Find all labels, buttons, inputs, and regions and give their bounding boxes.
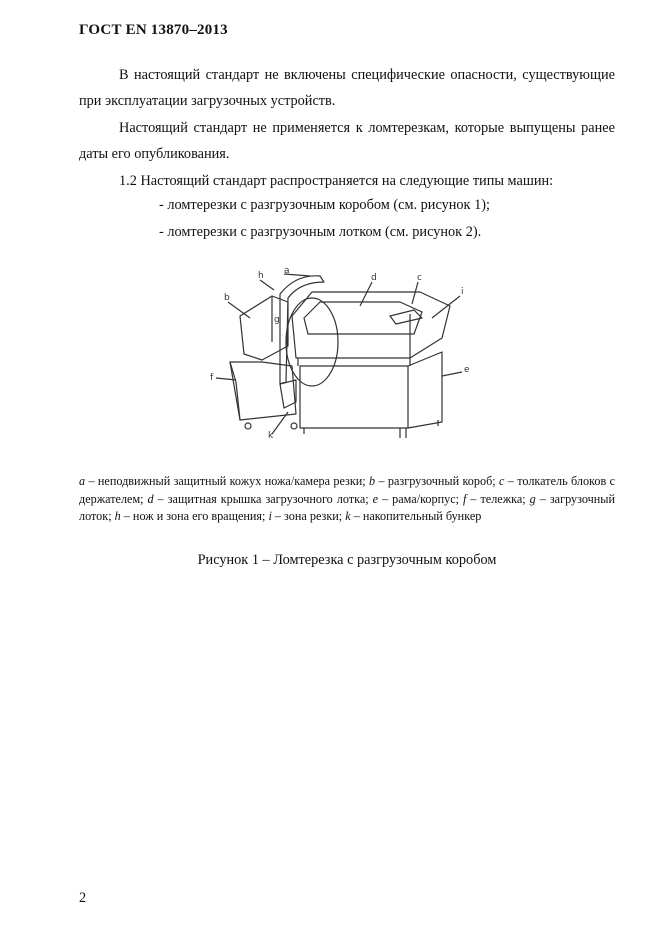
callout-d: d xyxy=(371,273,377,283)
blade-circle xyxy=(286,298,338,386)
legend-key: h xyxy=(114,509,121,523)
figure-legend xyxy=(79,473,615,526)
callout-a: a xyxy=(284,266,290,276)
list-item: - ломтерезки с разгрузочным лотком (см. рисунок 2). xyxy=(159,224,482,240)
callout-k: k xyxy=(268,431,274,441)
legend-text: – рама/корпус; xyxy=(378,491,463,506)
callout-e: e xyxy=(464,365,470,375)
legend-text: – загрузочный лоток; xyxy=(79,491,615,523)
slicer-drawing xyxy=(200,262,520,452)
callout-c: c xyxy=(417,273,422,283)
legend-text: – толкатель блоков с держателем; xyxy=(79,474,615,506)
legend-text: – накопительный бункер xyxy=(350,509,482,523)
discharge-box xyxy=(240,296,288,360)
document-header: ГОСТ EN 13870–2013 xyxy=(79,22,228,38)
page-number: 2 xyxy=(79,890,87,906)
legend-text: – неподвижный защитный кожух ножа/камера резки; xyxy=(85,474,369,488)
legend-key: g xyxy=(529,491,536,506)
callout-h: h xyxy=(258,271,264,281)
legend-text: – разгрузочный короб; xyxy=(375,474,500,488)
legend-text: – защитная крышка загрузочного лотка; xyxy=(153,491,373,506)
frame-body xyxy=(300,352,442,428)
callout-f: f xyxy=(210,373,214,383)
legend-key: a xyxy=(79,474,86,488)
legend-text: – зона резки; xyxy=(271,509,346,523)
legend-key: d xyxy=(147,491,154,506)
legend-key: f xyxy=(463,491,467,506)
callout-i: i xyxy=(461,287,464,297)
legend-text: – нож и зона его вращения; xyxy=(120,509,269,523)
paragraph-1-2: 1.2 Настоящий стандарт распространяется на следующие типы машин: xyxy=(119,173,554,189)
callout-g: g xyxy=(274,315,280,325)
figure-caption: Рисунок 1 – Ломтерезка с разгрузочным коробом xyxy=(197,552,497,568)
list-item: - ломтерезки с разгрузочным коробом (см. рисунок 1); xyxy=(159,197,490,213)
legend-key: c xyxy=(499,474,505,488)
legend-key: i xyxy=(268,509,272,523)
legend-key: k xyxy=(345,509,351,523)
callout-b: b xyxy=(224,293,230,303)
legend-key: e xyxy=(372,491,379,506)
legend-text: – тележка; xyxy=(466,491,530,506)
paragraph-scope-exclusion: Настоящий стандарт не применяется к ломтерезкам, которые выпущены ранее даты его опубликования. xyxy=(79,120,615,162)
slicer-illustration xyxy=(200,262,520,452)
legend-key: b xyxy=(369,474,376,488)
paragraph-hazards: В настоящий стандарт не включены специфические опасности, существующие при эксплуатации загрузочных устройств. xyxy=(79,67,615,109)
